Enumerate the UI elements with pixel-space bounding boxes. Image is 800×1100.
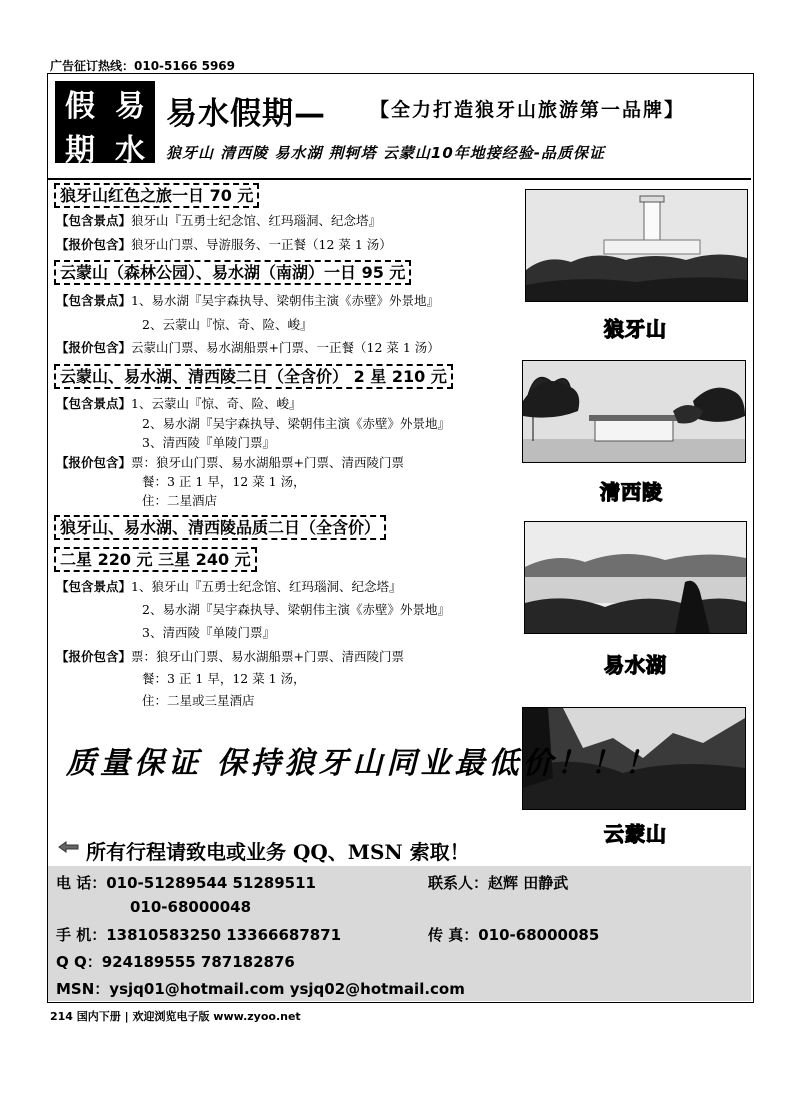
route-line [142, 473, 306, 491]
route-line [142, 492, 217, 510]
photo-caption: 狼牙山 [604, 317, 667, 341]
line-tag: 【包含景点】 [56, 579, 132, 594]
line-tag: 【报价包含】 [56, 455, 132, 470]
line-text: 餐：3 正 1 早，12 菜 1 汤， [142, 474, 306, 489]
phone-label: 电 话： [56, 874, 107, 892]
route-line [56, 292, 439, 310]
pointing-hand-icon [58, 839, 80, 855]
mobile-label: 手 机： [56, 926, 107, 944]
route-line [142, 601, 450, 619]
langya-mountain-photo [525, 189, 748, 302]
route-title: 云蒙山、易水湖、清西陵二日（全含价） 2 星 210 元 [54, 364, 453, 389]
route-line [142, 692, 255, 710]
route-line [56, 339, 440, 357]
phone-value-2: 010-68000048 [130, 898, 252, 916]
line-text: 餐：3 正 1 早，12 菜 1 汤， [142, 671, 306, 686]
route-line [56, 236, 392, 254]
msn-row [56, 978, 465, 999]
logo-char: 期 [65, 133, 95, 168]
qq-value: 924189555 787182876 [101, 953, 295, 971]
line-text: 1、云蒙山『惊、奇、险、峻』 [131, 396, 302, 411]
brand-slogan: 【全力打造狼牙山旅游第一品牌】 [370, 99, 686, 121]
line-text: 票：狼牙山门票、易水湖船票+门票、清西陵门票 [131, 455, 404, 470]
line-tag: 【报价包含】 [56, 649, 132, 664]
route-line [56, 648, 404, 666]
line-text: 1、狼牙山『五勇士纪念馆、红玛瑙洞、纪念塔』 [131, 579, 402, 594]
photo-caption: 易水湖 [604, 653, 667, 677]
brand-name: 易水假期— [166, 96, 326, 132]
line-tag: 【报价包含】 [56, 237, 132, 252]
route-price: 二星 220 元 三星 240 元 [54, 547, 257, 572]
fax-row [428, 924, 599, 945]
line-tag: 【包含景点】 [56, 293, 132, 308]
phone-row [56, 872, 316, 893]
fax-label: 传 真： [428, 926, 479, 944]
line-tag: 【包含景点】 [56, 213, 132, 228]
msn-label: MSN： [56, 980, 110, 998]
route-line [56, 212, 381, 230]
line-text: 狼牙山门票、导游服务、一正餐（12 菜 1 汤） [131, 237, 392, 252]
page-footer: 214 国内下册 | 欢迎浏览电子版 www.zyoo.net [50, 1010, 301, 1023]
brand-logo [55, 81, 155, 168]
logo-char: 易 [115, 89, 145, 124]
route-title: 云蒙山（森林公园）、易水湖（南湖）一日 95 元 [54, 260, 411, 285]
header-divider [48, 178, 751, 180]
fax-value: 010-68000085 [478, 926, 600, 944]
route-line [142, 434, 275, 452]
route-line [56, 578, 401, 596]
person-value: 赵辉 田静武 [488, 874, 569, 892]
line-text: 住：二星酒店 [142, 493, 218, 508]
yishui-lake-photo [524, 521, 747, 634]
route-line [56, 395, 301, 413]
mobile-row [56, 924, 341, 945]
line-text: 票：狼牙山门票、易水湖船票+门票、清西陵门票 [131, 649, 404, 664]
qingxi-tombs-photo [522, 360, 746, 463]
line-text: 3、清西陵『单陵门票』 [142, 435, 275, 450]
line-text: 住：二星或三星酒店 [142, 693, 255, 708]
ad-hotline: 广告征订热线：010-5166 5969 [50, 59, 236, 73]
msn-value: ysjq01@hotmail.com ysjq02@hotmail.com [109, 980, 465, 998]
phone-row-2 [130, 898, 251, 916]
line-tag: 【包含景点】 [56, 396, 132, 411]
line-text: 2、易水湖『吴宇森执导、梁朝伟主演《赤壁》外景地』 [142, 416, 450, 431]
qq-row [56, 951, 295, 972]
line-tag: 【报价包含】 [56, 340, 132, 355]
qq-label: Q Q： [56, 953, 102, 971]
destination-line: 狼牙山 清西陵 易水湖 荆轲塔 云蒙山10年地接经验-品质保证 [166, 144, 605, 162]
call-to-action: 所有行程请致电或业务 QQ、MSN 索取！ [86, 840, 470, 864]
phone-value: 010-51289544 51289511 [106, 874, 316, 892]
logo-char: 水 [115, 133, 145, 168]
line-text: 3、清西陵『单陵门票』 [142, 625, 275, 640]
line-text: 云蒙山门票、易水湖船票+门票、一正餐（12 菜 1 汤） [131, 340, 440, 355]
route-line [142, 316, 312, 334]
photo-caption: 清西陵 [600, 480, 663, 504]
route-line [142, 670, 306, 688]
route-line [56, 454, 404, 472]
line-text: 1、易水湖『吴宇森执导、梁朝伟主演《赤壁》外景地』 [131, 293, 439, 308]
line-text: 2、易水湖『吴宇森执导、梁朝伟主演《赤壁》外景地』 [142, 602, 450, 617]
line-text: 2、云蒙山『惊、奇、险、峻』 [142, 317, 313, 332]
person-label: 联系人： [428, 874, 489, 892]
photo-caption: 云蒙山 [604, 822, 667, 846]
contact-panel [48, 866, 751, 1001]
contact-person-row [428, 872, 568, 893]
quality-slogan: 质量保证 保持狼牙山同业最低价！！！ [66, 746, 659, 781]
mobile-value: 13810583250 13366687871 [106, 926, 342, 944]
route-line [142, 415, 450, 433]
logo-char: 假 [65, 89, 95, 124]
line-text: 狼牙山『五勇士纪念馆、红玛瑙洞、纪念塔』 [131, 213, 382, 228]
route-title: 狼牙山、易水湖、清西陵品质二日（全含价） [54, 515, 386, 540]
route-line [142, 624, 275, 642]
route-title: 狼牙山红色之旅一日 70 元 [54, 183, 259, 208]
